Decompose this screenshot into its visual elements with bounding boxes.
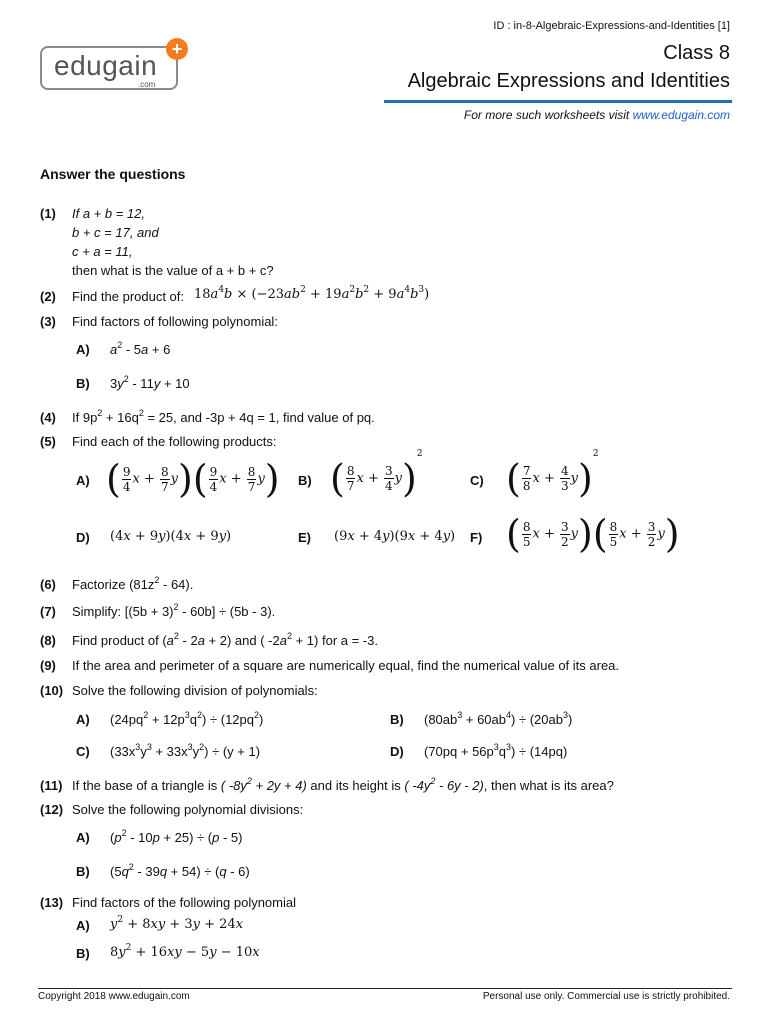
q5-label-f: F) (470, 530, 483, 545)
q9-text: If the area and perimeter of a square are numerically equal, find the numerical value of its area. (72, 658, 620, 673)
q10-number: (10) (40, 683, 64, 698)
q1-line4: then what is the value of a + b + c? (72, 263, 274, 278)
q1-line3: c + a = 11, (72, 244, 133, 259)
q3-label-a: A) (76, 342, 90, 357)
q10-expr-c: $(33x^3y^3 + 33x^3y^2) \div (y + 1)$ (110, 742, 261, 759)
q13-label-b: B) (76, 946, 90, 961)
q12-expr-b: $(5q^2 - 39q + 54) \div (q - 6)$ (110, 862, 250, 879)
q13-label-a: A) (76, 918, 90, 933)
q5-expr-e: (9x + 4y)(9x + 4y) (334, 529, 456, 544)
q11-text: If the base of a triangle is ( $-8y^2 + 2y + 4$) and its height is ( $-4y^2 - 6y - 2$), then what is its area? (72, 776, 614, 793)
q3-text: Find factors of following polynomial: (72, 314, 278, 329)
q13-expr-b: $8y^2 + 16xy - 5y - 10x$ (110, 943, 260, 960)
q13-expr-a: $y^2 + 8xy + 3y + 24x$ (110, 915, 244, 932)
q5-expr-d: (4x + 9y)(4x + 9y) (110, 529, 232, 544)
instructions: Answer the questions (40, 166, 186, 182)
q9-number: (9) (40, 658, 56, 673)
q1-line2: b + c = 17, and (72, 225, 159, 240)
q10-label-c: C) (76, 744, 90, 759)
q10-expr-b: $(80ab^3 + 60ab^4) \div (20ab^3)$ (424, 710, 573, 727)
q10-label-b: B) (390, 712, 404, 727)
q13-text: Find factors of the following polynomial (72, 895, 297, 910)
q12-label-a: A) (76, 830, 90, 845)
q5-label-d: D) (76, 530, 90, 545)
q10-label-d: D) (390, 744, 404, 759)
q11-number: (11) (40, 778, 63, 793)
q5-number: (5) (40, 434, 56, 449)
q3-label-b: B) (76, 376, 90, 391)
q4-text: If $9p^2 + 16q^2 = 25$, and -3p + 4q = 1, find value of pq. (72, 408, 375, 425)
logo-sub: .com (138, 80, 156, 89)
q5-label-e: E) (298, 530, 311, 545)
more-worksheets (464, 108, 730, 122)
q2-number: (2) (40, 289, 56, 304)
q5-expr-a: ( $\frac{9}{4}$ x + $\frac{8}{7}$ y)( $\frac{9}{4}$ x + $\frac{8}{7}$ y) (106, 457, 280, 501)
q12-text: Solve the following polynomial divisions: (72, 802, 304, 817)
class-title: Class 8 (663, 42, 730, 64)
q6-number: (6) (40, 577, 56, 592)
q5-label-b: B) (298, 473, 312, 488)
q3-expr-a: $a^2 - 5a + 6$ (110, 340, 171, 357)
q5-label-a: A) (76, 473, 90, 488)
q1-number: (1) (40, 206, 56, 221)
q5-text: Find each of the following products: (72, 434, 277, 449)
q2-expression: $18a^4b \times (-23ab^2 + 19a^2b^2 + 9a^4b^3)$ (194, 285, 430, 302)
q12-number: (12) (40, 802, 64, 817)
q12-expr-a: $(p^2 - 10p + 25) \div (p - 5)$ (110, 828, 243, 845)
q13-number: (13) (40, 895, 64, 910)
subject-title: Algebraic Expressions and Identities (407, 70, 730, 92)
q10-text: Solve the following division of polynomials: (72, 683, 318, 698)
q10-expr-a: $(24pq^2 + 12p^3q^2) \div (12pq^2)$ (110, 710, 264, 727)
q4-number: (4) (40, 410, 56, 425)
logo-text: edugain (54, 50, 158, 81)
q1-line1: If a + b = 12, (72, 206, 145, 221)
footer-copyright: Copyright 2018 www.edugain.com (38, 991, 190, 1002)
q8-text: Find product of $(a^2 - 2a + 2)$ and ( $-2a^2 + 1$) for a = -3. (72, 631, 378, 648)
q5-expr-f: ( $\frac{8}{5}$ x + $\frac{3}{2}$ y)( $\frac{8}{5}$ x + $\frac{3}{2}$ y) (506, 512, 680, 556)
q3-number: (3) (40, 314, 56, 329)
footer-notice: Personal use only. Commercial use is strictly prohibited. (482, 991, 730, 1002)
q10-expr-d: $(70pq + 56p^3q^3) \div (14pq)$ (424, 742, 568, 759)
q8-number: (8) (40, 633, 56, 648)
q5-label-c: C) (470, 473, 484, 488)
header-divider (384, 100, 732, 103)
id-line: ID : in-8-Algebraic-Expressions-and-Identities [1] (493, 20, 730, 32)
plus-icon: + (166, 38, 188, 60)
q3-expr-b: $3y^2 - 11y + 10$ (110, 374, 190, 391)
more-text: For more such worksheets visit (463, 108, 630, 122)
q12-label-b: B) (76, 864, 90, 879)
footer-divider (38, 988, 732, 989)
q7-text: Simplify: $[(5b + 3)^2 - 60b] \div (5b - 3)$. (72, 602, 276, 619)
q7-number: (7) (40, 604, 56, 619)
edugain-logo (40, 39, 186, 92)
q2-text: Find the product of: (72, 289, 185, 304)
q5-expr-b: ( $\frac{8}{7}$ x + $\frac{3}{4}$ y)$^2$ (330, 449, 423, 501)
q5-expr-c: ( $\frac{7}{8}$ x + $\frac{4}{3}$ y)$^2$ (506, 449, 599, 501)
more-link[interactable]: www.edugain.com (632, 108, 730, 122)
q6-text: Factorize $(81z^2 - 64)$. (72, 575, 194, 592)
q10-label-a: A) (76, 712, 90, 727)
